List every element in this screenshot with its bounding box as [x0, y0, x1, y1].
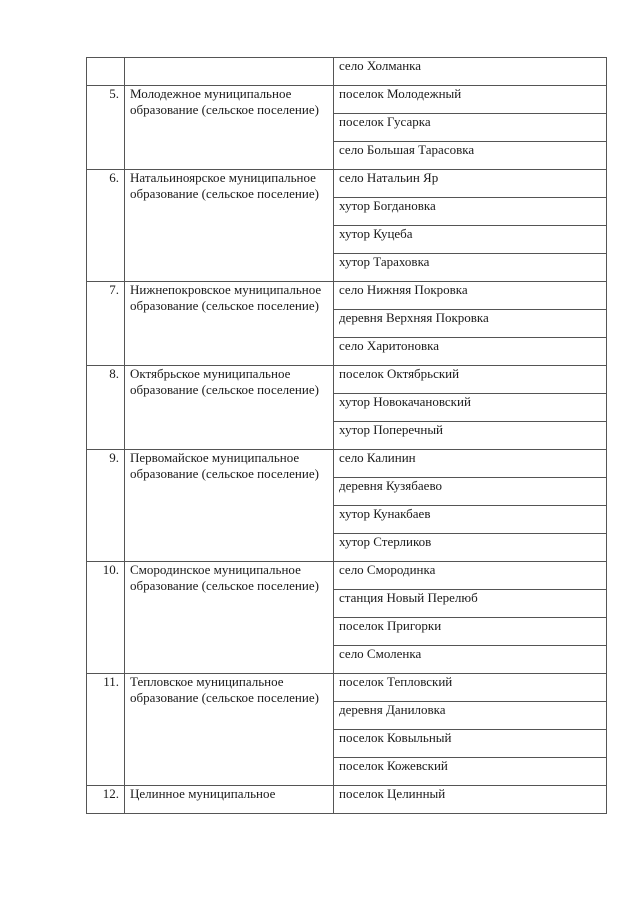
row-number: 12. — [87, 786, 125, 814]
municipality-name: Молодежное муниципальное образование (сельское поселение) — [125, 86, 334, 170]
row-number: 8. — [87, 366, 125, 450]
settlement-name: село Смоленка — [334, 646, 607, 674]
settlement-name: село Большая Тарасовка — [334, 142, 607, 170]
table-row — [87, 282, 607, 310]
municipality-name: Смородинское муниципальное образование (сельское поселение) — [125, 562, 334, 674]
table-row — [87, 562, 607, 590]
settlement-name: деревня Кузябаево — [334, 478, 607, 506]
table-row — [87, 86, 607, 114]
row-number: 6. — [87, 170, 125, 282]
table-row — [87, 786, 607, 814]
settlement-name: поселок Октябрьский — [334, 366, 607, 394]
settlement-name: поселок Молодежный — [334, 86, 607, 114]
settlement-name: хутор Стерликов — [334, 534, 607, 562]
settlement-name: село Натальин Яр — [334, 170, 607, 198]
municipality-name: Октябрьское муниципальное образование (сельское поселение) — [125, 366, 334, 450]
settlement-name: хутор Куцеба — [334, 226, 607, 254]
municipality-name: Тепловское муниципальное образование (сельское поселение) — [125, 674, 334, 786]
municipality-name: Первомайское муниципальное образование (сельское поселение) — [125, 450, 334, 562]
settlement-name: деревня Верхняя Покровка — [334, 310, 607, 338]
settlement-name: поселок Пригорки — [334, 618, 607, 646]
settlement-name: станция Новый Перелюб — [334, 590, 607, 618]
settlement-name: хутор Тараховка — [334, 254, 607, 282]
settlement-name: село Холманка — [334, 58, 607, 86]
municipality-name: Целинное муниципальное — [125, 786, 334, 814]
table-row — [87, 674, 607, 702]
settlement-name: село Калинин — [334, 450, 607, 478]
row-number: 9. — [87, 450, 125, 562]
settlement-name: деревня Даниловка — [334, 702, 607, 730]
settlement-name: поселок Гусарка — [334, 114, 607, 142]
table-row — [87, 170, 607, 198]
settlement-name: поселок Целинный — [334, 786, 607, 814]
table-row — [87, 58, 607, 86]
settlement-name: хутор Богдановка — [334, 198, 607, 226]
table-row — [87, 366, 607, 394]
settlement-name: село Смородинка — [334, 562, 607, 590]
row-number — [87, 58, 125, 86]
settlement-name: хутор Новокачановский — [334, 394, 607, 422]
settlement-name: село Харитоновка — [334, 338, 607, 366]
row-number: 7. — [87, 282, 125, 366]
settlement-name: поселок Ковыльный — [334, 730, 607, 758]
municipality-name — [125, 58, 334, 86]
settlement-name: село Нижняя Покровка — [334, 282, 607, 310]
row-number: 11. — [87, 674, 125, 786]
settlement-name: хутор Кунакбаев — [334, 506, 607, 534]
settlements-table — [86, 57, 607, 814]
settlement-name: поселок Кожевский — [334, 758, 607, 786]
table-row — [87, 450, 607, 478]
settlement-name: хутор Поперечный — [334, 422, 607, 450]
settlement-name: поселок Тепловский — [334, 674, 607, 702]
municipality-name: Нижнепокровское муниципальное образование (сельское поселение) — [125, 282, 334, 366]
row-number: 5. — [87, 86, 125, 170]
municipality-name: Натальиноярское муниципальное образование (сельское поселение) — [125, 170, 334, 282]
row-number: 10. — [87, 562, 125, 674]
